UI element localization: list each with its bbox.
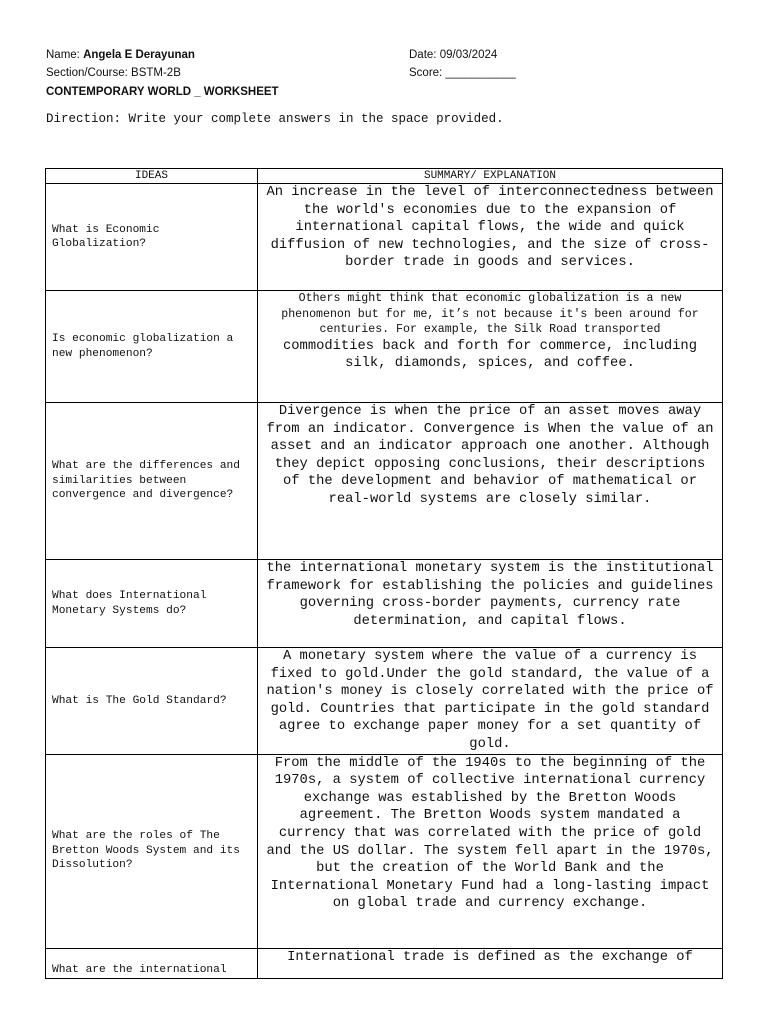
answer-cell[interactable]: From the middle of the 1940s to the beginning of the 1970s, a system of collective international currency exchange was established by the Bretton Woods agreement. The Bretton Woods system mandated a currency that was correlated with the price of gold and the US dollar. The system fell apart in the 1970s, but the creation of the World Bank and the International Monetary Fund had a long-lasting impact on global trade and currency exchange. (258, 754, 723, 948)
header-ideas: IDEAS (46, 169, 258, 184)
worksheet-table (45, 168, 723, 979)
table-row (46, 403, 723, 560)
date-line (409, 48, 497, 63)
title-text: CONTEMPORARY WORLD _ WORKSHEET (46, 86, 279, 98)
score-value: ___________ (445, 67, 516, 79)
answer-text: commodities back and forth for commerce, including silk, diamonds, spices, and coffee. (283, 338, 697, 372)
idea-cell: What are the roles of The Bretton Woods System and its Dissolution? (46, 754, 258, 948)
idea-cell: What are the international (46, 948, 258, 978)
section-line (46, 66, 181, 81)
table-row (46, 948, 723, 978)
answer-cell[interactable]: International trade is defined as the exchange of (258, 948, 723, 978)
name-label: Name: (46, 49, 80, 61)
answer-small-text: Others might think that economic globalization is a new phenomenon but for me, it’s not because it's been around for centuries. For example, the Silk Road transported (281, 292, 699, 336)
student-name: Angela E Derayunan (83, 49, 195, 61)
answer-cell[interactable] (258, 291, 723, 403)
section-value: BSTM-2B (131, 67, 181, 79)
idea-cell: Is economic globalization a new phenomenon? (46, 291, 258, 403)
table-row (46, 184, 723, 291)
idea-cell: What does International Monetary Systems do? (46, 560, 258, 648)
table-row (46, 754, 723, 948)
idea-cell: What is The Gold Standard? (46, 648, 258, 755)
answer-cell[interactable]: the international monetary system is the institutional framework for establishing the policies and guidelines governing cross-border payments, currency rate determination, and capital flows. (258, 560, 723, 648)
table-row (46, 648, 723, 755)
worksheet-title (46, 85, 279, 100)
name-line (46, 48, 195, 63)
table-row (46, 560, 723, 648)
date-label: Date: (409, 49, 437, 61)
score-line (409, 66, 516, 81)
table-header-row (46, 169, 723, 184)
direction-text: Direction: Write your complete answers in the space provided. (46, 112, 504, 126)
table-row (46, 291, 723, 403)
date-value: 09/03/2024 (439, 49, 498, 61)
score-label: Score: (409, 67, 443, 79)
idea-cell: What are the differences and similarities between convergence and divergence? (46, 403, 258, 560)
section-label: Section/Course: (46, 67, 128, 79)
answer-cell[interactable]: Divergence is when the price of an asset moves away from an indicator. Convergence is When the value of an asset and an indicator approach one another. Although they depict opposing conclusions, their descriptions of the development and behavior of mathematical or real-world systems are closely similar. (258, 403, 723, 560)
header-summary: SUMMARY/ EXPLANATION (258, 169, 723, 184)
answer-cell[interactable]: An increase in the level of interconnectedness between the world's economies due to the expansion of international capital flows, the wide and quick diffusion of new technologies, and the size of cross-border trade in goods and services. (258, 184, 723, 291)
answer-cell[interactable]: A monetary system where the value of a currency is fixed to gold.Under the gold standard, the value of a nation's money is closely correlated with the price of gold. Countries that participate in the gold standard agree to exchange paper money for a set quantity of gold. (258, 648, 723, 755)
idea-cell: What is Economic Globalization? (46, 184, 258, 291)
